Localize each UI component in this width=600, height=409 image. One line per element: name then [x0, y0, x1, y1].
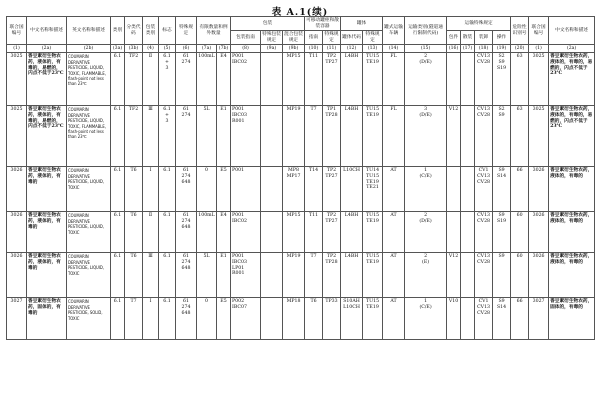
packing-group-cell: Ⅲ [143, 106, 159, 167]
tank-special-provisions-cell: TP1 TP28 [323, 106, 341, 167]
mixed-packing-cell: MP8 MP17 [283, 167, 305, 212]
packing-group-cell: Ⅱ [143, 212, 159, 253]
packing-instructions-cell: P002 IBC07 [231, 298, 261, 340]
col-number: (7b) [217, 45, 231, 53]
bulk-cell [461, 106, 475, 167]
transport-category-cell: 2 (D/E) [405, 212, 447, 253]
transport-category-cell: 2 (E) [405, 253, 447, 298]
labels-cell: 6.1 [159, 167, 176, 212]
tank-code-cell: L4BH [341, 212, 363, 253]
header-hazard-id: 危险性识别号 [511, 17, 529, 45]
col-number: (3a) [111, 45, 125, 53]
col-number: (13) [363, 45, 383, 53]
bulk-cell [461, 167, 475, 212]
vehicle-cell: FL [383, 106, 405, 167]
bulk-cell [461, 53, 475, 106]
limited-quantity-cell: 100mL [197, 212, 217, 253]
tank-instructions-cell: T14 [305, 167, 323, 212]
cn-name-cell: 香豆素衍生物农药，液体的，有毒的，易燃的，闪点不低于23℃ [27, 53, 67, 106]
header-labels: 标志 [159, 17, 176, 45]
header-tank-special-provisions: 特殊规定 [323, 31, 341, 45]
limited-quantity-cell: 0 [197, 167, 217, 212]
col-number: (9b) [283, 45, 305, 53]
class-cell: 6.1 [111, 167, 125, 212]
packing-group-cell: Ⅱ [143, 53, 159, 106]
tank-special-cell: TU14 TU15 TE19 TE21 [363, 167, 383, 212]
class-cell: 6.1 [111, 53, 125, 106]
operation-cell: S9 S14 [493, 167, 511, 212]
tank-special-cell: TU15 TE19 [363, 212, 383, 253]
mixed-packing-cell: MP15 [283, 212, 305, 253]
hazard-id-cell: 63 [511, 53, 529, 106]
en-name-cell: COUMARIN DERIVATIVE PESTICIDE, LIQUID, TOXIC [67, 253, 111, 298]
col-number: (1) [529, 45, 549, 53]
special-provisions-cell: 61 274 648 [176, 298, 197, 340]
classification-code-cell: T7 [125, 298, 143, 340]
header-special-provisions: 特殊规定 [176, 17, 197, 45]
packages-cell [447, 167, 461, 212]
packages-cell: V12 [447, 253, 461, 298]
loading-unloading-cell: CV13 CV28 [475, 106, 493, 167]
table-title: 表 A.1(续) [271, 7, 329, 18]
mixed-packing-cell: MP19 [283, 253, 305, 298]
special-provisions-cell: 61 274 648 [176, 167, 197, 212]
transport-category-cell: 2 (D/E) [405, 53, 447, 106]
special-packing-cell [261, 253, 283, 298]
cn-name-right-cell: 香豆素衍生物农药，液体的，有毒的 [549, 212, 595, 253]
class-cell: 6.1 [111, 212, 125, 253]
packing-group-cell: Ⅲ [143, 253, 159, 298]
packing-instructions-cell: P001 IBC02 [231, 53, 261, 106]
col-number: (2b) [67, 45, 111, 53]
cn-name-cell: 香豆素衍生物农药，液体的，有毒的，易燃的，闪点不低于23℃ [27, 106, 67, 167]
classification-code-cell: T6 [125, 253, 143, 298]
tank-instructions-cell: T11 [305, 212, 323, 253]
header-transport-category: 运输类别(隧道通行限制代码) [405, 17, 447, 45]
tank-code-cell: L10CH [341, 167, 363, 212]
excepted-quantity-cell: E1 [217, 106, 231, 167]
un-no-cell: 3026 [7, 167, 27, 212]
header-transport-special: 运输特殊规定 [447, 17, 511, 31]
col-number: (16) [447, 45, 461, 53]
col-number: (1) [7, 45, 27, 53]
col-number: (3b) [125, 45, 143, 53]
special-provisions-cell: 61 274 648 [176, 212, 197, 253]
loading-unloading-cell: CV1 CV13 CV28 [475, 298, 493, 340]
packing-instructions-cell: P001 IBC03 R001 [231, 106, 261, 167]
packing-instructions-cell: P001 IBC02 [231, 212, 261, 253]
col-number: (8) [231, 45, 261, 53]
table-row [7, 106, 595, 167]
class-cell: 6.1 [111, 106, 125, 167]
vehicle-cell: AT [383, 212, 405, 253]
col-number: (11) [323, 45, 341, 53]
table-row [7, 167, 595, 212]
class-cell: 6.1 [111, 298, 125, 340]
header-operation: 操作 [493, 31, 511, 45]
labels-cell: 6.1 [159, 212, 176, 253]
excepted-quantity-cell: E4 [217, 212, 231, 253]
tank-special-cell: TU15 TE19 [363, 106, 383, 167]
vehicle-cell: AT [383, 298, 405, 340]
special-provisions-cell: 61 274 [176, 53, 197, 106]
header-packages: 包件 [447, 31, 461, 45]
header-un-no-right: 联合国编号 [529, 17, 549, 45]
packages-cell [447, 212, 461, 253]
un-no-cell: 3026 [7, 253, 27, 298]
un-no-cell: 3025 [7, 106, 27, 167]
col-number: (2a) [549, 45, 595, 53]
col-number: (10) [305, 45, 323, 53]
header-en-name: 英文名称和描述 [67, 17, 111, 45]
transport-category-cell: 1 (C/E) [405, 167, 447, 212]
un-no-right-cell: 3026 [529, 253, 549, 298]
header-tank-code: 罐体代码 [341, 31, 363, 45]
header-bulk: 散装 [461, 31, 475, 45]
mixed-packing-cell: MP19 [283, 106, 305, 167]
col-number: (7a) [197, 45, 217, 53]
un-no-right-cell: 3026 [529, 167, 549, 212]
un-no-right-cell: 3025 [529, 53, 549, 106]
col-number: (5) [159, 45, 176, 53]
en-name-cell: COUMARIN DERIVATIVE PESTICIDE, LIQUID, TOXIC [67, 212, 111, 253]
operation-cell: S9 S19 [493, 212, 511, 253]
packing-group-cell: Ⅰ [143, 167, 159, 212]
cn-name-cell: 香豆素衍生物农药，液体的，有毒的 [27, 212, 67, 253]
tank-instructions-cell: T7 [305, 253, 323, 298]
labels-cell: 6.1 [159, 253, 176, 298]
classification-code-cell: T6 [125, 212, 143, 253]
packing-instructions-cell: P001 IBC03 LP01 R001 [231, 253, 261, 298]
special-packing-cell [261, 298, 283, 340]
header-cn-name: 中文名称和描述 [27, 17, 67, 45]
tank-special-cell: TU15 TE19 [363, 298, 383, 340]
hazard-id-cell: 63 [511, 106, 529, 167]
col-number: (14) [383, 45, 405, 53]
operation-cell: S2 S9 [493, 106, 511, 167]
un-no-right-cell: 3027 [529, 298, 549, 340]
header-adr-tanks: 罐体 [341, 17, 383, 31]
mixed-packing-cell: MP18 [283, 298, 305, 340]
special-provisions-cell: 61 274 [176, 106, 197, 167]
header-portable-tanks: 可移动罐柜和散装容器 [305, 17, 341, 31]
labels-cell: 6.1 + 3 [159, 53, 176, 106]
cn-name-cell: 香豆素衍生物农药，固体的，有毒的 [27, 298, 67, 340]
tank-code-cell: L4BH [341, 106, 363, 167]
col-number: (19) [493, 45, 511, 53]
packing-instructions-cell: P001 [231, 167, 261, 212]
limited-quantity-cell: 5L [197, 106, 217, 167]
header-loading-unloading: 装卸 [475, 31, 493, 45]
col-number: (2a) [27, 45, 67, 53]
classification-code-cell: T6 [125, 167, 143, 212]
header-tank-instructions: 指南 [305, 31, 323, 45]
special-packing-cell [261, 167, 283, 212]
special-packing-cell [261, 106, 283, 167]
excepted-quantity-cell: E5 [217, 167, 231, 212]
header-packing-instructions: 包装指南 [231, 31, 261, 45]
limited-quantity-cell: 100mL [197, 53, 217, 106]
tank-special-provisions-cell: TP2 TP27 [323, 53, 341, 106]
tank-instructions-cell: T11 [305, 53, 323, 106]
labels-cell: 6.1 [159, 298, 176, 340]
col-number: (15) [405, 45, 447, 53]
tank-code-cell: L4BH [341, 253, 363, 298]
loading-unloading-cell: CV13 CV28 [475, 53, 493, 106]
packages-cell [447, 53, 461, 106]
tank-code-cell: S10AH L10CH [341, 298, 363, 340]
header-class: 类别 [111, 17, 125, 45]
vehicle-cell: AT [383, 167, 405, 212]
header-vehicle-for-tank: 罐式运输车辆 [383, 17, 405, 45]
loading-unloading-cell: CV13 CV28 [475, 253, 493, 298]
tank-instructions-cell: T7 [305, 106, 323, 167]
transport-category-cell: 3 (D/E) [405, 106, 447, 167]
vehicle-cell: AT [383, 253, 405, 298]
en-name-cell: COUMARIN DERIVATIVE PESTICIDE, LIQUID, TOXIC [67, 167, 111, 212]
header-special-packing-provisions: 特殊包装规定 [261, 31, 283, 45]
col-number: (4) [143, 45, 159, 53]
header-limited-excepted: 有限数量和例外数量 [197, 17, 231, 45]
limited-quantity-cell: 5L [197, 253, 217, 298]
cn-name-right-cell: 香豆素衍生物农药，液体的，有毒的，易燃的，闪点不低于23℃ [549, 53, 595, 106]
cn-name-right-cell: 香豆素衍生物农药，固体的，有毒的 [549, 298, 595, 340]
header-mixed-packing-provisions: 混合包装规定 [283, 31, 305, 45]
classification-code-cell: TF2 [125, 106, 143, 167]
un-no-right-cell: 3025 [529, 106, 549, 167]
special-packing-cell [261, 212, 283, 253]
table-row [7, 212, 595, 253]
tank-special-provisions-cell: TP33 [323, 298, 341, 340]
loading-unloading-cell: CV1 CV13 CV28 [475, 167, 493, 212]
hazard-id-cell: 60 [511, 212, 529, 253]
mixed-packing-cell: MP15 [283, 53, 305, 106]
en-name-cell: COUMARIN DERIVATIVE PESTICIDE, LIQUID, TOXIC, FLAMMABLE, flash-point not less than 23℃ [67, 106, 111, 167]
col-number: (18) [475, 45, 493, 53]
header-packaging: 包装 [231, 17, 305, 31]
table-row [7, 298, 595, 340]
excepted-quantity-cell: E4 [217, 53, 231, 106]
hazard-id-cell: 60 [511, 253, 529, 298]
special-provisions-cell: 61 274 648 [176, 253, 197, 298]
labels-cell: 6.1 + 3 [159, 106, 176, 167]
header-tank-special: 特殊规定 [363, 31, 383, 45]
transport-category-cell: 1 (C/E) [405, 298, 447, 340]
special-packing-cell [261, 53, 283, 106]
class-cell: 6.1 [111, 253, 125, 298]
header-un-no: 联合国编号 [7, 17, 27, 45]
en-name-cell: COUMARIN DERIVATIVE PESTICIDE, LIQUID, TOXIC, FLAMMABLE, flash-point not less than 23℃ [67, 53, 111, 106]
col-number: (12) [341, 45, 363, 53]
vehicle-cell: FL [383, 53, 405, 106]
tank-special-provisions-cell: TP2 TP27 [323, 212, 341, 253]
hazard-id-cell: 66 [511, 167, 529, 212]
tank-special-provisions-cell: TP2 TP28 [323, 253, 341, 298]
column-number-row [7, 45, 595, 53]
header-cn-name-right: 中文名称和描述 [549, 17, 595, 45]
tank-special-cell: TU15 TE19 [363, 253, 383, 298]
col-number: (9a) [261, 45, 283, 53]
col-number: (6) [176, 45, 197, 53]
bulk-cell [461, 253, 475, 298]
header-packing-group: 包装类别 [143, 17, 159, 45]
classification-code-cell: TF2 [125, 53, 143, 106]
un-no-cell: 3027 [7, 298, 27, 340]
cn-name-right-cell: 香豆素衍生物农药，液体的，有毒的，易燃的，闪点不低于23℃ [549, 106, 595, 167]
excepted-quantity-cell: E5 [217, 298, 231, 340]
tank-special-provisions-cell: TP2 TP27 [323, 167, 341, 212]
table-row [7, 53, 595, 106]
packages-cell: V12 [447, 106, 461, 167]
un-no-cell: 3026 [7, 212, 27, 253]
packing-group-cell: Ⅰ [143, 298, 159, 340]
en-name-cell: COUMARIN DERIVATIVE PESTICIDE, SOLID, TOXIC [67, 298, 111, 340]
hazard-id-cell: 66 [511, 298, 529, 340]
un-no-cell: 3025 [7, 53, 27, 106]
bulk-cell [461, 298, 475, 340]
operation-cell: S9 [493, 253, 511, 298]
un-no-right-cell: 3026 [529, 212, 549, 253]
packages-cell: V10 [447, 298, 461, 340]
limited-quantity-cell: 0 [197, 298, 217, 340]
bulk-cell [461, 212, 475, 253]
tank-instructions-cell: T6 [305, 298, 323, 340]
loading-unloading-cell: CV13 CV28 [475, 212, 493, 253]
cn-name-cell: 香豆素衍生物农药，液体的，有毒的 [27, 167, 67, 212]
cn-name-cell: 香豆素衍生物农药，液体的，有毒的 [27, 253, 67, 298]
cn-name-right-cell: 香豆素衍生物农药，液体的，有毒的 [549, 253, 595, 298]
table-body [7, 53, 595, 340]
table-row [7, 253, 595, 298]
dangerous-goods-table [6, 16, 595, 340]
tank-special-cell: TU15 TE19 [363, 53, 383, 106]
operation-cell: S2 S9 S19 [493, 53, 511, 106]
header-classification-code: 分类代码 [125, 17, 143, 45]
tank-code-cell: L4BH [341, 53, 363, 106]
operation-cell: S9 S14 [493, 298, 511, 340]
excepted-quantity-cell: E1 [217, 253, 231, 298]
col-number: (17) [461, 45, 475, 53]
col-number: (20) [511, 45, 529, 53]
cn-name-right-cell: 香豆素衍生物农药，液体的，有毒的 [549, 167, 595, 212]
